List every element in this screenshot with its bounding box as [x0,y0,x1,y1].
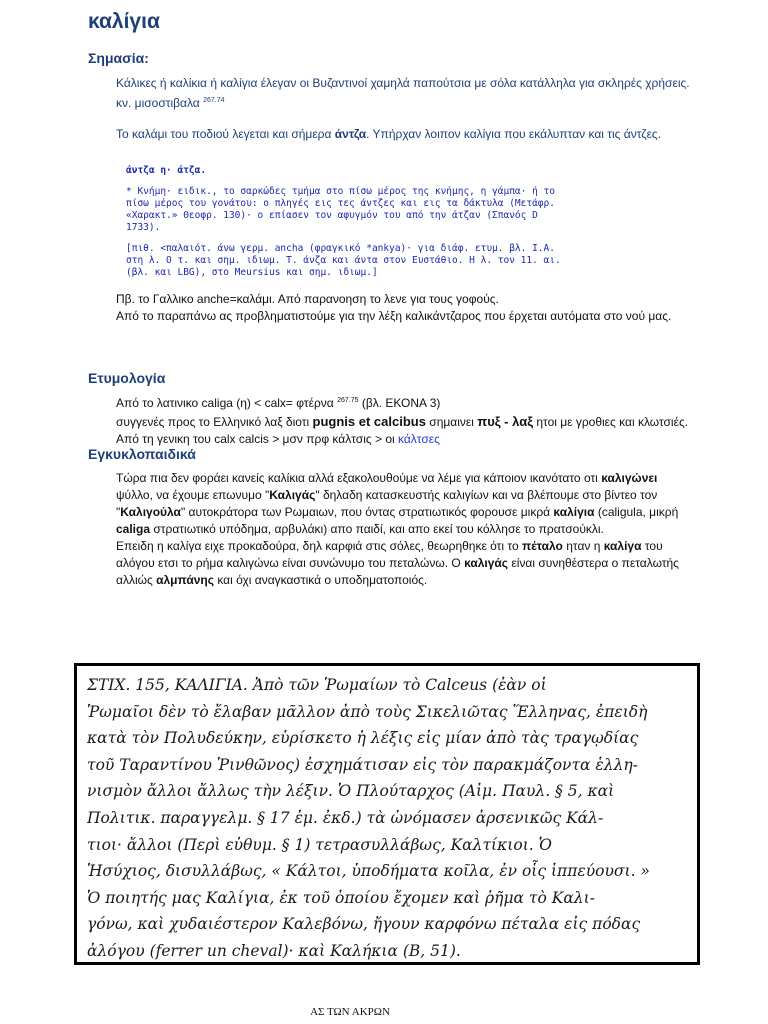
dictionary-quote [126,165,566,279]
keyword: καλιγώνει [601,471,658,485]
enc-text: στρατιωτικό υπόδημα, αρβυλάκι) απο παιδί, και απο εκεί του κόλλησε το πρατσούκλι. [153,522,604,536]
greek-phrase: πυξ - λαξ [477,414,533,429]
page-footer: ΑΣ ΤΩΝ ΑΚΡΩΝ [310,1006,390,1018]
keyword: καλιγάς [464,556,509,570]
scan-line: Ῥωμαῖοι δὲν τὸ ἔλαβαν μᾶλλον ἀπὸ τοὺς Σικελιῶτας Ἕλληνας, ἐπειδὴ [87,702,648,721]
meaning-paragraph-3: Πβ. το Γαλλικο anche=καλάμι. Από παρανοηση το λενε για τους γοφούς. [116,292,499,306]
keyword: caliga [116,522,151,536]
scan-line: τιοι· ἄλλοι (Περὶ εὐθυμ. § 1) τετρασυλλάβως, Καλτίκιοι. Ὁ [87,835,552,854]
etymology-text-1b: (βλ. ΕΚΟΝΑ 3) [361,396,441,410]
quote-definition: * Κνήμη· ειδικ., το σαρκώδες τμήμα στο πίσω μέρος της κνήμης, η γάμπα· ή το πίσω μέρος του γονάτου: ο πληγές εις τες άντζες και εις τα δάκτυλα (Μετάφρ. «Χαρακτ.» Θεοφρ. 130)· ο επίασεν τον αφυγμόν του από την άτζαν (Σπανός D 1733). [126,186,555,233]
enc-text: είναι συνηθέστερα ο πεταλωτής αλλιώς [116,556,679,587]
keyword: καλίγα [603,539,642,553]
scan-line: κατὰ τὸν Πολυδεύκην, εὑρίσκετο ἡ λέξις εἰς μίαν ἀπὸ τὰς τραγῳδίας [87,729,639,748]
enc-text: " δηλαδη κατασκευστής καλιγίων και να βλέπουμε στο βίντεο τον " [116,488,658,519]
quote-headword: άντζα η· άτζα. [126,165,207,176]
meaning-text-2a: Το καλάμι του ποδιού λεγεται και σήμερα [116,127,332,141]
scan-line: τοῦ Ταραντίνου Ῥινθῶνος) ἐσχημάτισαν εἰς τὸν παρακμάζοντα ἑλλη- [87,755,638,774]
etymology-text-2b: σημαινει [429,415,474,429]
enc-text: ηταν η [566,539,601,553]
scanned-book-excerpt [74,663,700,965]
enc-text: ψύλλο, να έχουμε επωνυμο " [116,488,270,502]
etymology-text-1a: Από το λατινικο caliga (η) < calx= φτέρνα [116,396,334,410]
enc-text: (caligula, μικρή [597,505,679,519]
keyword: πέταλο [522,539,563,553]
scan-line: Ὁ ποιητής μας Καλίγια, ἐκ τοῦ ὁποίου ἔχομεν καὶ ῥῆμα τὸ Καλι- [87,888,595,907]
page-title: καλίγια [88,10,160,33]
quote-etymology: [πιθ. <παλαιότ. άνω γερμ. ancha (φραγκικό *ankya)· για διάφ. ετυμ. βλ. Ι.Α. στη λ. Ο τ. και σημ. ιδιωμ. Τ. άνζα και άντα στον Ευστάθιο. Η λ. τον 11. αι. (βλ. και LBG), στο Meursius και σημ. ιδιωμ.] [126,243,561,278]
keyword: Καλιγάς [269,488,316,502]
reference-number: 267.75 [337,397,359,404]
enc-text: Επειδη η καλίγα ειχε προκαδούρα, δηλ καρφιά στις σόλες, θεωρηθηκε ότι το [116,539,519,553]
scan-line: Πολιτικ. παραγγελμ. § 17 ἐμ. ἐκδ.) τὰ ὠνόμασεν ἀρσενικῶς Κάλ- [87,808,604,827]
latin-phrase: pugnis et calcibus [312,414,426,429]
keyword: καλίγια [553,505,595,519]
section-heading-meaning: Σημασία: [88,50,149,66]
keyword: αλμπάνης [156,573,214,587]
etymology-paragraph-2 [116,413,696,448]
enc-text: Τώρα πια δεν φοράει κανείς καλίκια αλλά εξακολουθούμε να λέμε για κάποιον ικανότατο οτι [116,471,598,485]
enc-text: του αλόγου ετσι το ρήμα καλιγώνω είναι συνώνυμο του πεταλώνω. Ο [116,539,663,570]
encyclopedic-paragraph [116,470,696,589]
keyword-antza: άντζα [334,127,367,141]
scan-line: ΣΤΙΧ. 155, ΚΑΛΙΓΙΑ. Ἀπὸ τῶν Ῥωμαίων τὸ Calceus (ἐὰν οἱ [87,676,547,694]
meaning-paragraph-1 [116,75,696,112]
reference-number: 267.74 [203,97,225,104]
section-heading-encyclopedic: Εγκυκλοπαιδικά [88,446,196,462]
enc-text: και όχι αναγκαστικά ο υποδηματοποιός. [217,573,428,587]
etymology-paragraph-1 [116,392,696,412]
enc-text: " αυτοκράτορα των Ρωμαιων, που όντας στρατιωτικός φορουσε μικρά [180,505,551,519]
scan-line: Ἡσύχιος, δισυλλάβως, « Κάλτοι, ὑποδήματα κοῖλα, ἐν οἷς ἱππεύουσι. » [87,862,650,881]
etymology-text-2c: ητοι με γροθιες και κλωτσιές. Από τη γενικη του calx calcis > μσν πρφ κάλτσις > οι [116,415,689,446]
meaning-text-1: Κάλικες ή καλίκια ή καλίγια έλεγαν οι Βυζαντινοί χαμηλά παπούτσια με σόλα κατάλληλα για σκληρές χρήσεις. κν. μισοστιβαλα [116,76,690,110]
meaning-paragraph-4: Από το παραπάνω ας προβληματιστούμε για την λέξη καλικάντζαρος που έρχεται αυτόματα στο νού μας. [116,309,672,323]
scan-line: γόνω, καὶ χυδαιέστερον Καλεβόνω, ἤγουν καρφόνω πέταλα εἰς πόδας [87,915,641,934]
kaltses-link[interactable]: κάλτσες [398,432,440,446]
meaning-paragraph-2 [116,126,696,143]
etymology-text-2a: συγγενές προς το Ελληνικό λαξ διοτι [116,415,310,429]
meaning-text-2b: . Υπήρχαν λοιπον καλίγια που εκάλυπταν και τις άντζες. [366,127,662,141]
keyword: Καλιγούλα [120,505,181,519]
scan-line: νισμὸν ἄλλοι ἄλλως τὴν λέξιν. Ὁ Πλούταρχος (Αἰμ. Παυλ. § 5, καὶ [87,782,615,801]
scan-line: ἀλόγου (ferrer un cheval)· καὶ Καλήκια (Β, 51). [87,941,461,960]
section-heading-etymology: Ετυμολογία [88,370,166,386]
